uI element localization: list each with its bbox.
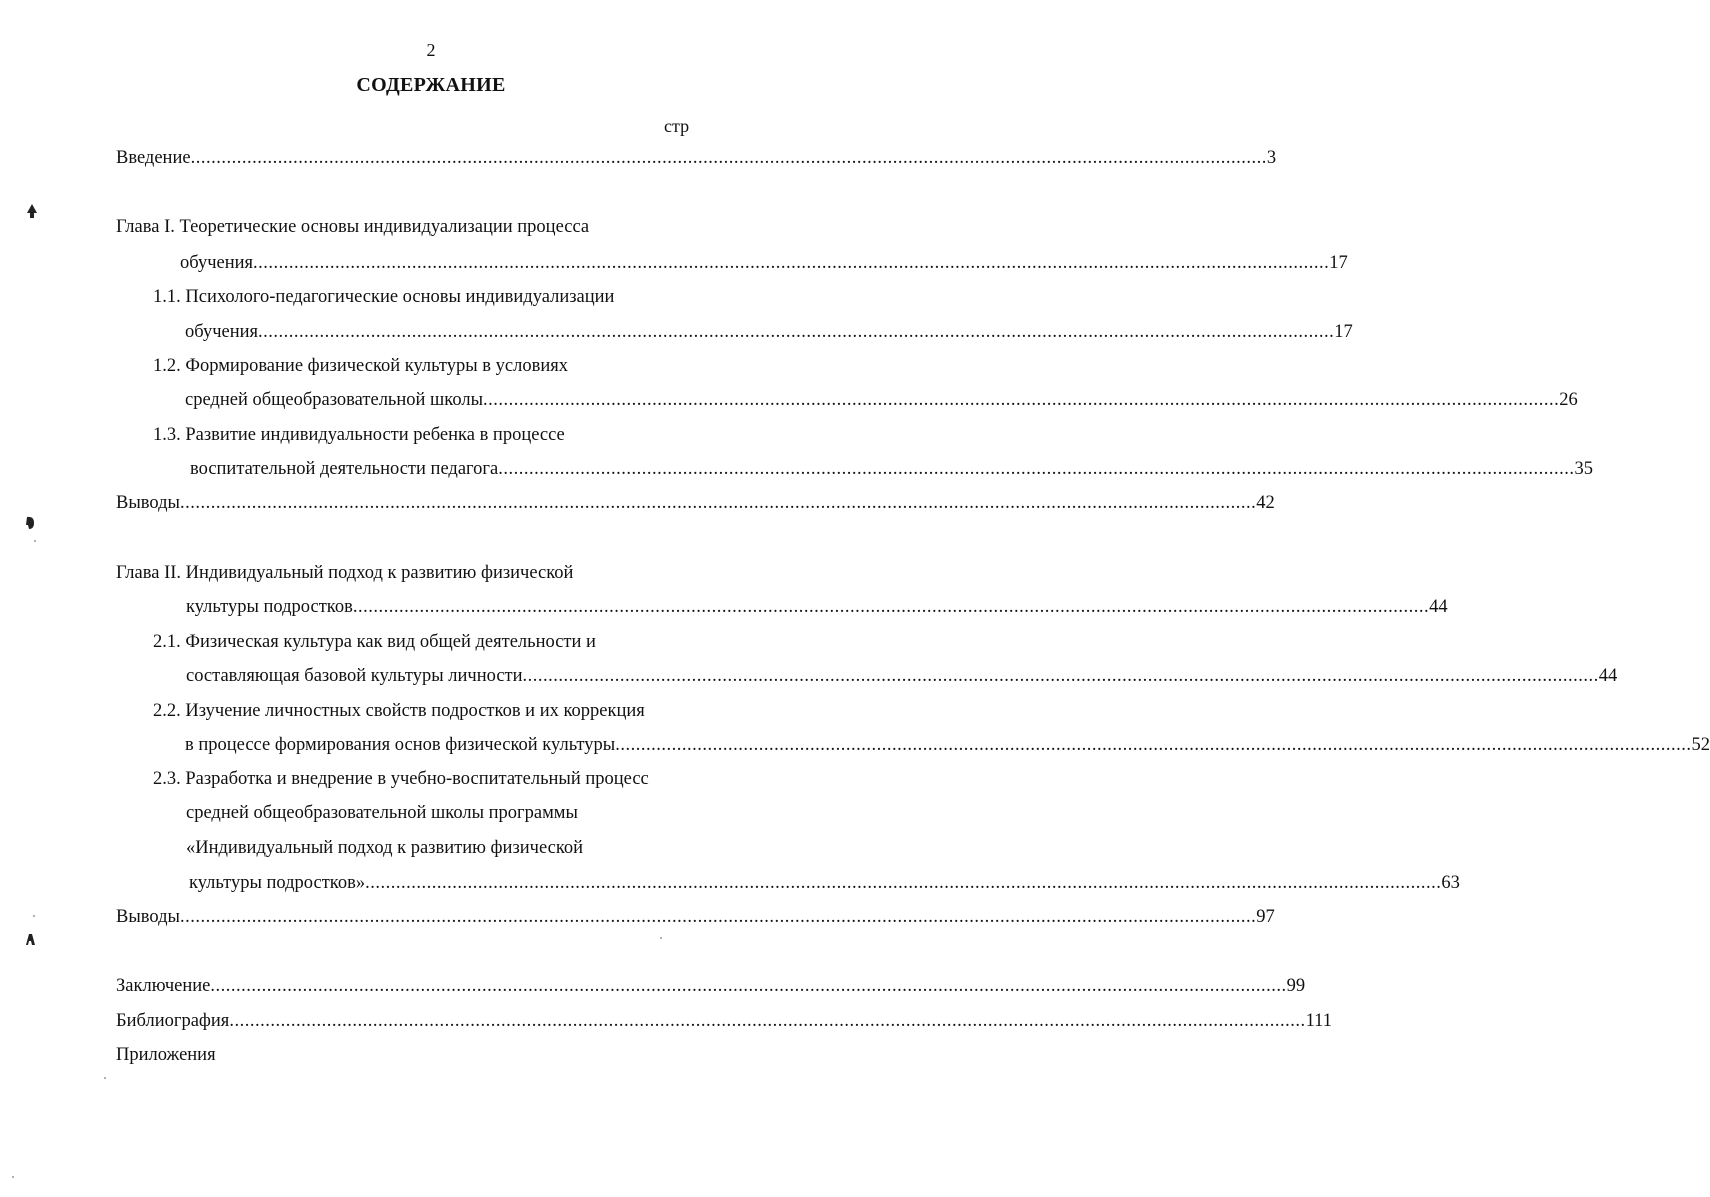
toc-entry-page: 44 — [1429, 597, 1448, 617]
toc-entry-page: 17 — [1334, 322, 1353, 342]
toc-entry-text: воспитательной деятельности педагога — [190, 459, 499, 479]
toc-entry-page: 63 — [1441, 873, 1460, 893]
toc-conclusions-2 — [116, 906, 1275, 928]
toc-entry-page: 44 — [1598, 666, 1618, 686]
scan-hole-mark-icon — [26, 203, 38, 219]
toc-section-2-1-line — [186, 665, 1618, 687]
toc-bibliography — [116, 1010, 1332, 1032]
toc-entry-text: составляющая базовой культуры личности — [186, 666, 523, 686]
dot-leader: .................................................................................................................................................................................................................. — [210, 976, 1287, 996]
toc-section-1-3-line — [190, 458, 1593, 480]
toc-section-2-3-line-4 — [189, 872, 1460, 894]
scan-hole-mark-icon — [24, 932, 36, 946]
toc-entry-page: 99 — [1286, 976, 1306, 996]
toc-chapter-1-line — [180, 252, 1348, 274]
dot-leader: .................................................................................................................................................................................................................. — [190, 148, 1267, 168]
scan-speck — [12, 1176, 14, 1178]
toc-entry-page: 3 — [1266, 148, 1277, 168]
dot-leader: .................................................................................................................................................................................................................. — [253, 253, 1330, 273]
dot-leader: .................................................................................................................................................................................................................. — [179, 493, 1257, 513]
toc-entry-text: культуры подростков — [186, 597, 353, 617]
toc-entry-text: обучения — [185, 322, 259, 342]
scan-speck — [660, 937, 662, 939]
dot-leader: .................................................................................................................................................................................................................. — [483, 390, 1560, 410]
toc-entry-text: культуры подростков» — [189, 873, 366, 893]
page-number: 2 — [426, 40, 436, 60]
toc-section-1-2-title: 1.2. Формирование физической культуры в условиях — [153, 356, 568, 376]
toc-entry-introduction — [116, 147, 1277, 169]
toc-section-2-2-title: 2.2. Изучение личностных свойств подростков и их коррекция — [153, 701, 645, 721]
toc-section-2-3-line-2: средней общеобразовательной школы программы — [186, 803, 578, 823]
toc-section-1-2-line — [185, 389, 1578, 411]
toc-entry-page: 111 — [1305, 1011, 1332, 1031]
page-title: СОДЕРЖАНИЕ — [356, 74, 506, 96]
toc-entry-text: Заключение — [116, 976, 211, 996]
toc-entry-page: 35 — [1574, 459, 1593, 479]
toc-chapter-1-title: Глава I. Теоретические основы индивидуализации процесса — [116, 217, 590, 237]
dot-leader: .................................................................................................................................................................................................................. — [365, 873, 1442, 893]
scan-hole-mark-icon — [24, 515, 36, 531]
dot-leader: .................................................................................................................................................................................................................. — [229, 1011, 1306, 1031]
dot-leader: .................................................................................................................................................................................................................. — [258, 322, 1335, 342]
toc-chapter-2-title: Глава II. Индивидуальный подход к развитию физической — [116, 563, 574, 583]
toc-entry-text: Библиография — [116, 1011, 230, 1031]
toc-conclusion — [116, 975, 1306, 997]
toc-entry-text: обучения — [180, 253, 254, 273]
toc-entry-page: 97 — [1256, 907, 1275, 927]
toc-section-2-2-line — [185, 734, 1710, 756]
scan-speck — [104, 1077, 106, 1079]
toc-section-1-3-title: 1.3. Развитие индивидуальности ребенка в процессе — [153, 425, 565, 445]
toc-section-2-1-title: 2.1. Физическая культура как вид общей деятельности и — [153, 632, 596, 652]
dot-leader: .................................................................................................................................................................................................................. — [522, 666, 1599, 686]
toc-section-2-3-line-3: «Индивидуальный подход к развитию физической — [186, 838, 584, 858]
toc-entry-text: Введение — [116, 148, 191, 168]
toc-entry-page: 26 — [1559, 390, 1578, 410]
toc-entry-text: средней общеобразовательной школы — [185, 390, 483, 410]
toc-section-1-1-line — [185, 321, 1353, 343]
toc-entry-text: Выводы — [116, 493, 180, 513]
toc-entry-page: 17 — [1329, 253, 1348, 273]
dot-leader: .................................................................................................................................................................................................................. — [179, 907, 1257, 927]
toc-entry-page: 52 — [1691, 735, 1710, 755]
toc-chapter-2-line — [186, 596, 1448, 618]
dot-leader: .................................................................................................................................................................................................................. — [498, 459, 1575, 479]
toc-entry-text: Выводы — [116, 907, 180, 927]
toc-conclusions-1 — [116, 492, 1275, 514]
toc-entry-page: 42 — [1256, 493, 1275, 513]
toc-appendices: Приложения — [116, 1045, 216, 1065]
page-column-label: стр — [664, 116, 690, 136]
dot-leader: .................................................................................................................................................................................................................. — [352, 597, 1430, 617]
scan-speck — [33, 915, 35, 917]
scan-speck — [34, 540, 36, 542]
toc-section-1-1-title: 1.1. Психолого-педагогические основы индивидуализации — [153, 287, 615, 307]
dot-leader: .................................................................................................................................................................................................................. — [615, 735, 1692, 755]
toc-entry-text: в процессе формирования основ физической культуры — [185, 735, 616, 755]
toc-section-2-3-title: 2.3. Разработка и внедрение в учебно-воспитательный процесс — [153, 769, 649, 789]
